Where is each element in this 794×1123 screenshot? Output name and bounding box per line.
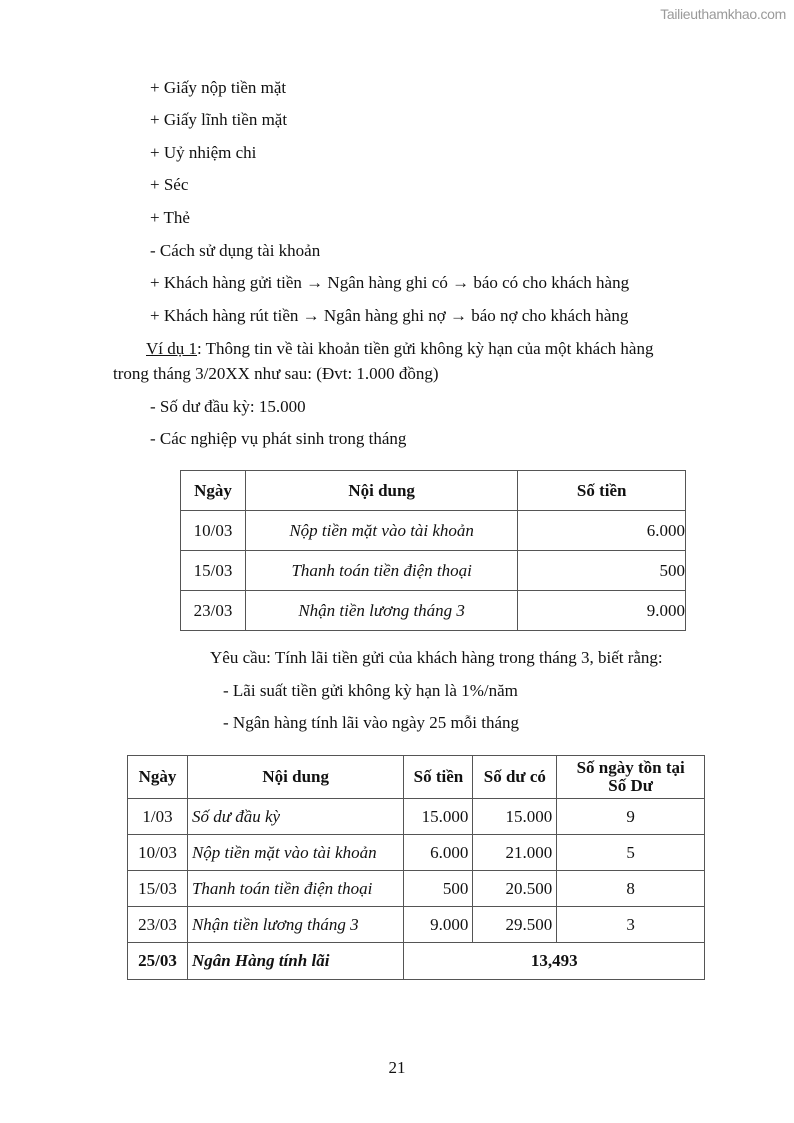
cell-date: 10/03 <box>181 511 246 551</box>
total-date: 25/03 <box>128 943 188 980</box>
requirement-title: Yêu cầu: Tính lãi tiền gửi của khách hàng trong tháng 3, biết rằng: <box>210 648 663 667</box>
cell-credit-balance: 15.000 <box>473 799 557 835</box>
cell-amount: 15.000 <box>404 799 473 835</box>
cell-days: 9 <box>557 799 705 835</box>
cell-amount: 9.000 <box>404 907 473 943</box>
page-number: 21 <box>388 1058 406 1077</box>
table-row <box>128 835 705 871</box>
table-row <box>181 591 686 631</box>
example-text-line2: trong tháng 3/20XX như sau: (Đvt: 1.000 đồng) <box>113 364 439 383</box>
total-label: Ngân Hàng tính lãi <box>187 943 403 980</box>
header-days-balance <box>557 756 705 799</box>
header-date: Ngày <box>128 756 188 799</box>
cell-date: 15/03 <box>128 871 188 907</box>
cell-days: 3 <box>557 907 705 943</box>
cell-amount: 500 <box>404 871 473 907</box>
cell-amount: 6.000 <box>404 835 473 871</box>
example-text: : Thông tin về tài khoản tiền gửi không kỳ hạn của một khách hàng <box>197 339 654 358</box>
cell-content: Thanh toán tiền điện thoại <box>187 871 403 907</box>
cell-days: 8 <box>557 871 705 907</box>
cell-days: 5 <box>557 835 705 871</box>
table-header-row <box>181 471 686 511</box>
cell-content: Nhận tiền lương tháng 3 <box>245 591 517 631</box>
cell-date: 15/03 <box>181 551 246 591</box>
cell-credit-balance: 29.500 <box>473 907 557 943</box>
requirement-condition: - Lãi suất tiền gửi không kỳ hạn là 1%/năm <box>223 681 518 700</box>
list-item: - Cách sử dụng tài khoản <box>150 241 321 260</box>
table-row <box>128 907 705 943</box>
cell-content: Nhận tiền lương tháng 3 <box>187 907 403 943</box>
list-item: + Khách hàng rút tiền → Ngân hàng ghi nợ → báo nợ cho khách hàng <box>150 306 629 325</box>
list-item: + Khách hàng gửi tiền → Ngân hàng ghi có → báo có cho khách hàng <box>150 273 630 292</box>
cell-date: 23/03 <box>128 907 188 943</box>
example-label: Ví dụ 1 <box>146 339 197 358</box>
requirement-condition: - Ngân hàng tính lãi vào ngày 25 mỗi tháng <box>223 713 520 732</box>
header-amount: Số tiền <box>404 756 473 799</box>
table-total-row <box>128 943 705 980</box>
cell-content: Thanh toán tiền điện thoại <box>245 551 517 591</box>
transactions-intro: - Các nghiệp vụ phát sinh trong tháng <box>150 429 407 448</box>
table-row <box>181 551 686 591</box>
list-item: + Giấy nộp tiền mặt <box>150 78 287 97</box>
table-row <box>181 511 686 551</box>
list-item: + Thẻ <box>150 208 190 227</box>
example-intro <box>146 339 653 359</box>
cell-date: 10/03 <box>128 835 188 871</box>
header-content: Nội dung <box>245 471 517 511</box>
cell-credit-balance: 20.500 <box>473 871 557 907</box>
header-days-line2: Số Dư <box>608 776 653 795</box>
cell-date: 1/03 <box>128 799 188 835</box>
cell-amount: 6.000 <box>518 511 686 551</box>
cell-content: Nộp tiền mặt vào tài khoản <box>245 511 517 551</box>
total-interest-value: 13,493 <box>404 943 705 980</box>
interest-table <box>127 755 705 980</box>
opening-balance: - Số dư đầu kỳ: 15.000 <box>150 397 306 416</box>
table-row <box>128 799 705 835</box>
cell-content: Số dư đầu kỳ <box>187 799 403 835</box>
list-item: + Giấy lĩnh tiền mặt <box>150 110 288 129</box>
list-item: + Uỷ nhiệm chi <box>150 143 257 162</box>
list-item: + Séc <box>150 175 189 194</box>
header-date: Ngày <box>181 471 246 511</box>
header-amount: Số tiền <box>518 471 686 511</box>
cell-content: Nộp tiền mặt vào tài khoản <box>187 835 403 871</box>
table-row <box>128 871 705 907</box>
transactions-table <box>180 470 686 631</box>
cell-amount: 500 <box>518 551 686 591</box>
cell-credit-balance: 21.000 <box>473 835 557 871</box>
table-header-row <box>128 756 705 799</box>
header-content: Nội dung <box>187 756 403 799</box>
header-credit-balance: Số dư có <box>473 756 557 799</box>
watermark: Tailieuthamkhao.com <box>660 6 786 22</box>
header-days-line1: Số ngày tồn tại <box>576 758 685 777</box>
cell-amount: 9.000 <box>518 591 686 631</box>
cell-date: 23/03 <box>181 591 246 631</box>
